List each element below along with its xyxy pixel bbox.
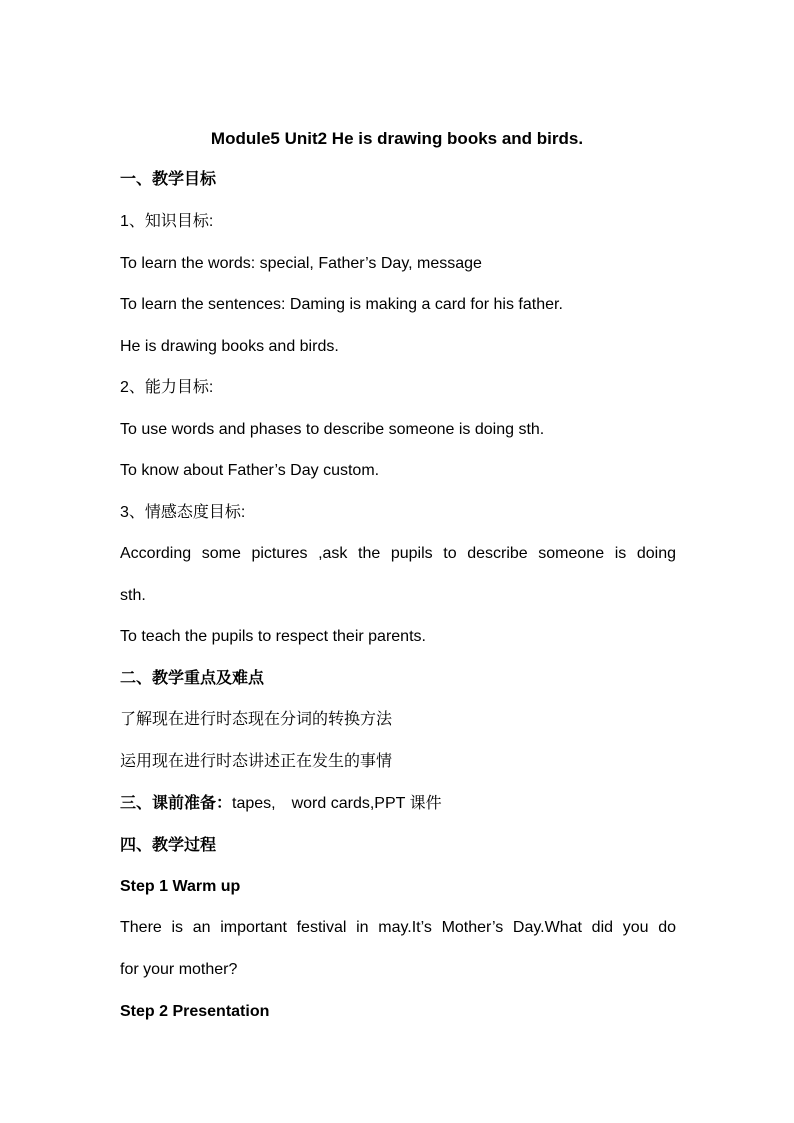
ability-line-1: To use words and phases to describe someone is doing sth. xyxy=(120,421,545,438)
step1-line-2: for your mother? xyxy=(120,961,238,978)
step1-line-1: There is an important festival in may.It’s Mother’s Day.What did you do xyxy=(120,919,676,936)
prep-heading: 三、课前准备： xyxy=(120,795,233,812)
objectives-heading: 一、教学目标 xyxy=(120,171,217,188)
focus-line-2: 运用现在进行时态讲述正在发生的事情 xyxy=(120,753,393,770)
knowledge-heading: 1、知识目标: xyxy=(120,213,214,230)
emotion-line-2: To teach the pupils to respect their parents. xyxy=(120,628,426,645)
focus-heading: 二、教学重点及难点 xyxy=(120,670,265,687)
ability-heading: 2、能力目标: xyxy=(120,379,214,396)
knowledge-line-2: To learn the sentences: Daming is making a card for his father. xyxy=(120,296,563,313)
emotion-line-1a: According some pictures ,ask the pupils to describe someone is doing xyxy=(120,545,676,562)
process-heading: 四、教学过程 xyxy=(120,837,217,854)
ability-line-2: To know about Father’s Day custom. xyxy=(120,462,380,479)
document-title: Module5 Unit2 He is drawing books and birds. xyxy=(210,129,584,148)
knowledge-line-1: To learn the words: special, Father’s Day, message xyxy=(120,255,482,272)
emotion-line-1b: sth. xyxy=(120,587,146,604)
knowledge-line-3: He is drawing books and birds. xyxy=(120,338,339,355)
step1-heading: Step 1 Warm up xyxy=(120,878,241,895)
emotion-heading: 3、情感态度目标: xyxy=(120,504,246,521)
prep-text: tapes, word cards,PPT 课件 xyxy=(232,795,442,812)
prep-line xyxy=(120,794,676,814)
focus-line-1: 了解现在进行时态现在分词的转换方法 xyxy=(120,711,393,728)
step2-heading: Step 2 Presentation xyxy=(120,1003,270,1020)
